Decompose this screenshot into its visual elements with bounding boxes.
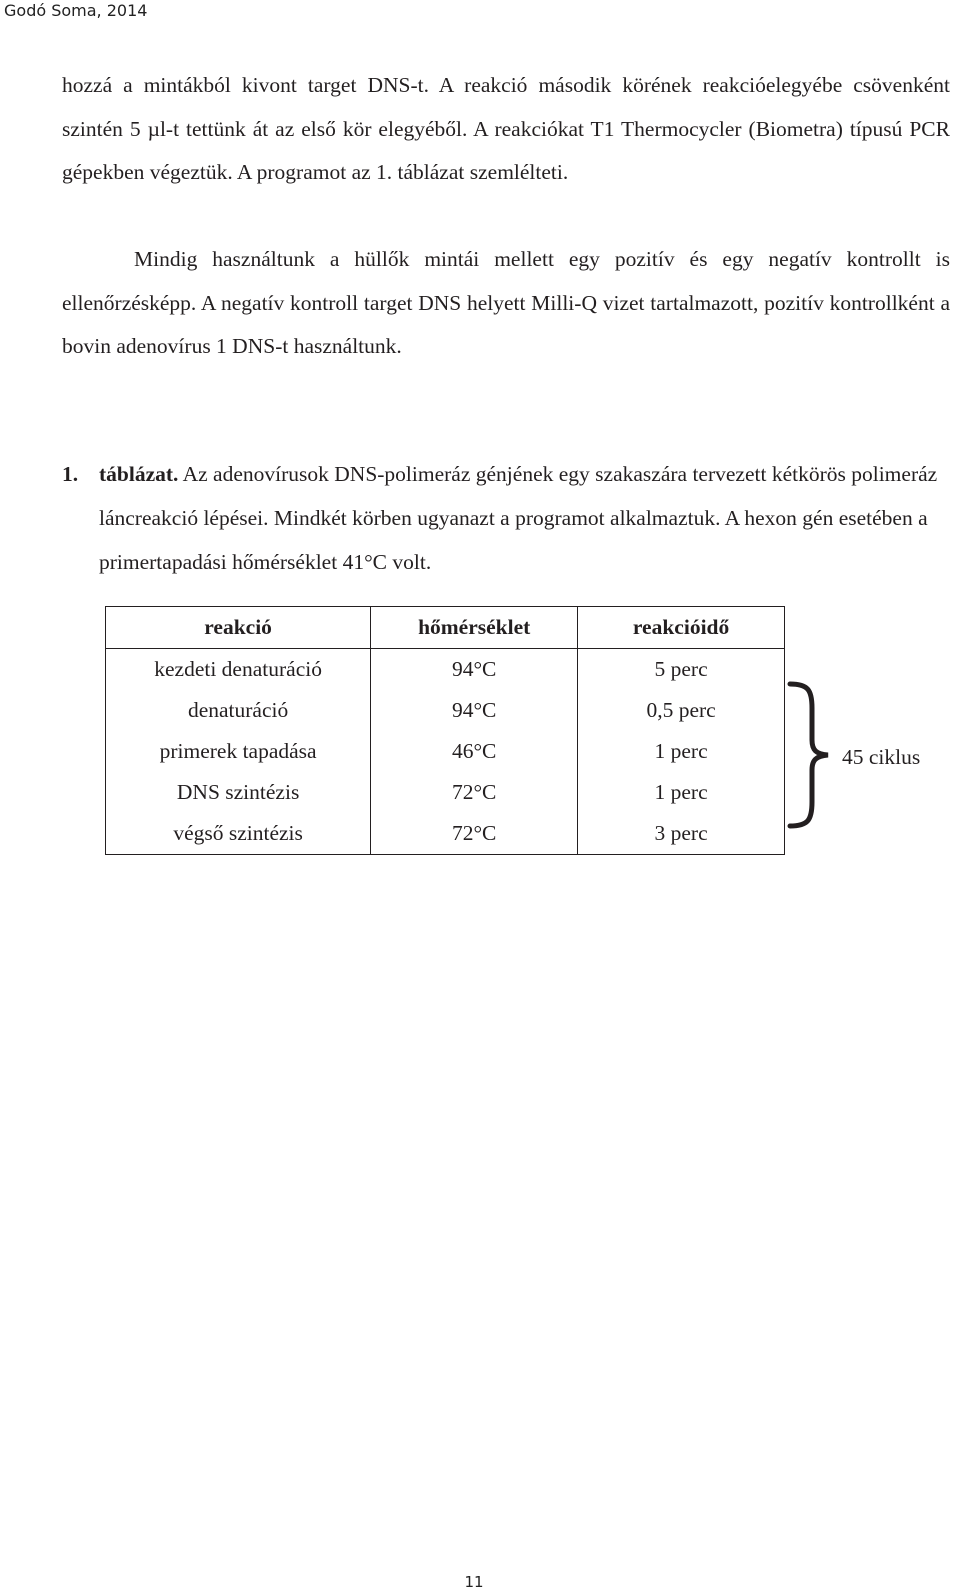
- cell-time: 3 perc: [578, 813, 785, 855]
- table-header-row: [106, 607, 785, 649]
- paragraph-text: hozzá a mintákból kivont target DNS-t. A reakció második körének reakcióelegyébe csövenként szintén 5 µl-t tettünk át az első kör elegyéből. A reakciókat T1 Thermocycler (Biometra) típusú PCR gépekben végeztük. A programot az 1. táblázat szemlélteti.: [62, 73, 950, 184]
- paragraph-controls: [62, 238, 950, 369]
- cell-temperature: 94°C: [371, 690, 578, 731]
- cell-temperature: 72°C: [371, 813, 578, 855]
- header-cell-reaction: reakció: [106, 607, 371, 649]
- cell-reaction: primerek tapadása: [106, 731, 371, 772]
- cell-reaction: kezdeti denaturáció: [106, 649, 371, 691]
- cycle-count-label: 45 ciklus: [842, 745, 921, 769]
- cell-time: 1 perc: [578, 731, 785, 772]
- table-caption: [62, 452, 942, 584]
- table-caption-number: 1.: [62, 462, 79, 486]
- table-row: [106, 772, 785, 813]
- table-caption-text: Az adenovírusok DNS-polimeráz génjének egy szakaszára tervezett kétkörös polimeráz láncreakció lépései. Mindkét körben ugyanazt a programot alkalmaztuk. A hexon gén esetében a primertapadási hőmérséklet 41°C volt.: [99, 462, 938, 574]
- table-row: [106, 690, 785, 731]
- cell-temperature: 72°C: [371, 772, 578, 813]
- table-row: [106, 731, 785, 772]
- paragraph-pcr-procedure: [62, 64, 950, 195]
- table-row: [106, 649, 785, 691]
- table-caption-body: [99, 452, 942, 584]
- cell-time: 1 perc: [578, 772, 785, 813]
- cell-reaction: DNS szintézis: [106, 772, 371, 813]
- cell-reaction: végső szintézis: [106, 813, 371, 855]
- cycle-brace-icon: [782, 680, 834, 830]
- table-caption-label: táblázat.: [99, 462, 179, 486]
- cell-reaction: denaturáció: [106, 690, 371, 731]
- header-cell-time: reakcióidő: [578, 607, 785, 649]
- header-cell-temperature: hőmérséklet: [371, 607, 578, 649]
- paragraph-text: Mindig használtunk a hüllők mintái mellett egy pozitív és egy negatív kontrollt is ellenőrzésképp. A negatív kontroll target DNS helyett Milli-Q vizet tartalmazott, pozitív kontrollként a bovin adenovírus 1 DNS-t használtunk.: [62, 247, 950, 358]
- cell-time: 0,5 perc: [578, 690, 785, 731]
- cell-time: 5 perc: [578, 649, 785, 691]
- cell-temperature: 46°C: [371, 731, 578, 772]
- page-header: Godó Soma, 2014: [4, 1, 148, 20]
- table-row: [106, 813, 785, 855]
- page-number: 11: [464, 1573, 484, 1591]
- cell-temperature: 94°C: [371, 649, 578, 691]
- pcr-steps-table: [105, 606, 785, 855]
